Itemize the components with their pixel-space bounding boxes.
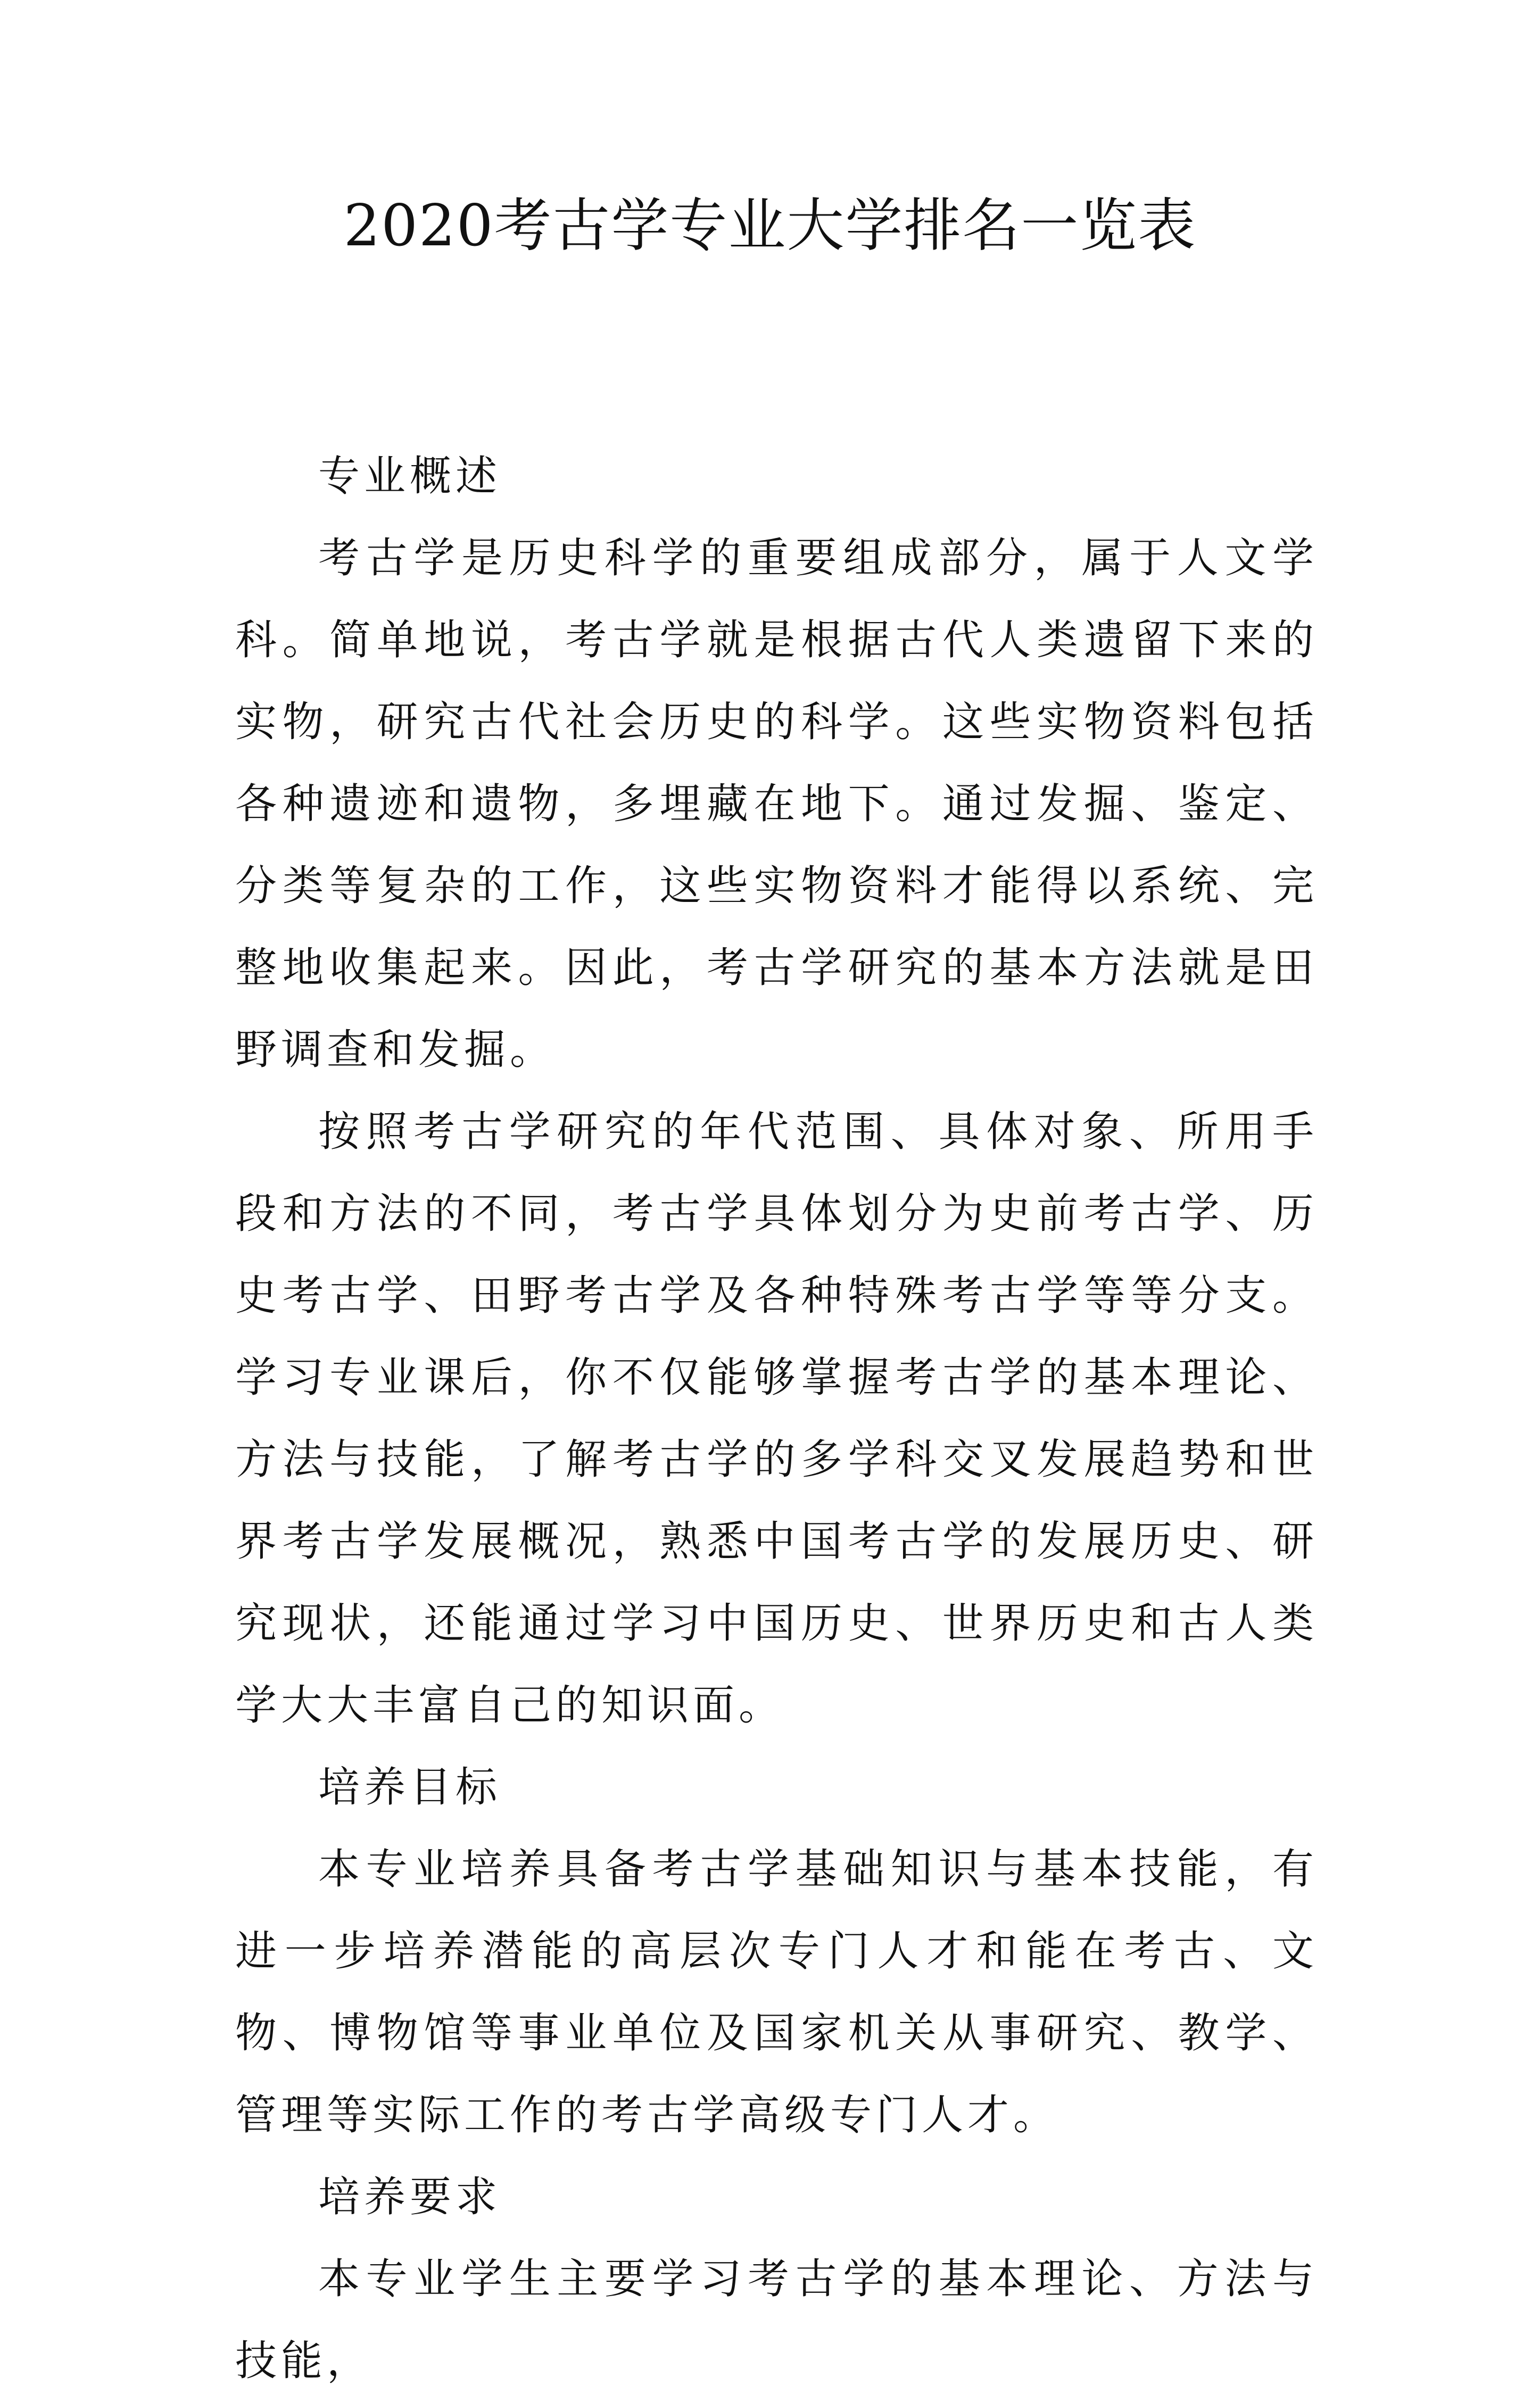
paragraph-overview-2: 按照考古学研究的年代范围、具体对象、所用手段和方法的不同，考古学具体划分为史前考古学、历史考古学、田野考古学及各种特殊考古学等等分支。学习专业课后，你不仅能够掌握考古学的基本理论、方法与技能，了解考古学的多学科交叉发展趋势和世界考古学发展概况，熟悉中国考古学的发展历史、研究现状，还能通过学习中国历史、世界历史和古人类学大大丰富自己的知识面。 bbox=[235, 1108, 1318, 1729]
document-title: 2020考古学专业大学排名一览表 bbox=[343, 193, 1197, 259]
section-heading-requirements: 培养要求 bbox=[318, 2173, 502, 2221]
paragraph-objectives-1: 本专业培养具备考古学基础知识与基本技能，有进一步培养潜能的高层次专门人才和能在考古、文物、博物馆等事业单位及国家机关从事研究、教学、管理等实际工作的考古学高级专门人才。 bbox=[235, 1845, 1318, 2139]
paragraph-overview-1: 考古学是历史科学的重要组成部分，属于人文学科。简单地说，考古学就是根据古代人类遗留下来的实物，研究古代社会历史的科学。这些实物资料包括各种遗迹和遗物，多埋藏在地下。通过发掘、鉴定、分类等复杂的工作，这些实物资料才能得以系统、完整地收集起来。因此，考古学研究的基本方法就是田野调查和发掘。 bbox=[235, 534, 1318, 1074]
paragraph-requirements-1: 本专业学生主要学习考古学的基本理论、方法与技能， bbox=[235, 2255, 1318, 2385]
section-heading-objectives: 培养目标 bbox=[318, 1763, 502, 1811]
section-heading-overview: 专业概述 bbox=[318, 452, 502, 500]
document-body bbox=[235, 435, 1318, 2402]
